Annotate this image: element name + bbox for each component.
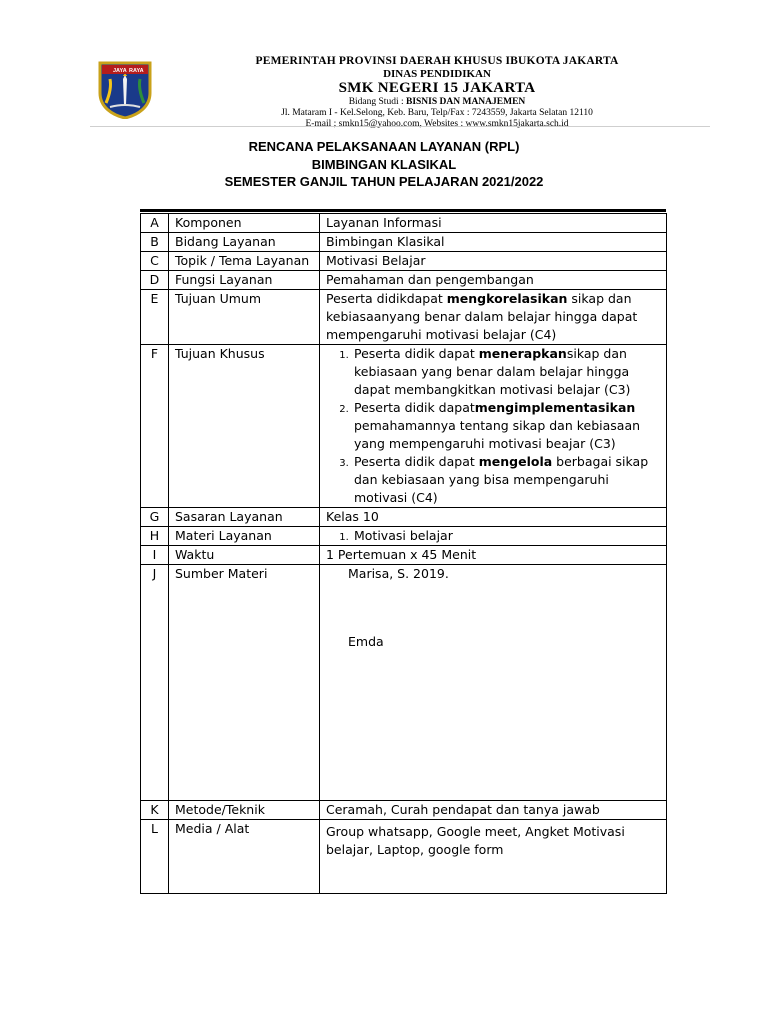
row-label: Tujuan Umum <box>169 290 320 345</box>
table-row-c <box>141 252 667 271</box>
letterhead-address: Jl. Mataram I - Kel.Selong, Keb. Baru, Telp/Fax : 7243559, Jakarta Selatan 12110 <box>281 108 593 118</box>
letterhead-contact: E-mail ; smkn15@yahoo.com, Websites : www.smkn15jakarta.sch.id <box>305 119 569 129</box>
table-top-rule <box>140 209 666 212</box>
row-code: C <box>141 252 169 271</box>
row-value: Peserta didikdapat mengkorelasikan sikap dan kebiasaanyang benar dalam belajar hingga dapat mempengaruhi motivasi belajar (C4) <box>320 290 667 345</box>
source-reference: Marisa, S. 2019. <box>348 566 449 581</box>
row-code: H <box>141 527 169 546</box>
jakarta-emblem-icon <box>96 59 154 119</box>
letterhead-divider <box>90 126 710 127</box>
row-value <box>320 345 667 508</box>
row-code: F <box>141 345 169 508</box>
document-title <box>0 138 768 191</box>
row-value: Kelas 10 <box>320 508 667 527</box>
rpl-table-container <box>140 209 666 894</box>
row-value <box>320 565 667 801</box>
row-code: K <box>141 801 169 820</box>
table-row-j <box>141 565 667 801</box>
table-row-i <box>141 546 667 565</box>
list-item: 3. Peserta didik dapat mengelola berbagai sikap dan kebiasaan yang bisa mempengaruhi motivasi (C4) <box>352 453 660 507</box>
row-value: Motivasi Belajar <box>320 252 667 271</box>
row-label: Waktu <box>169 546 320 565</box>
row-label: Materi Layanan <box>169 527 320 546</box>
title-line-3: SEMESTER GANJIL TAHUN PELAJARAN 2021/2022 <box>224 174 544 189</box>
row-label: Bidang Layanan <box>169 233 320 252</box>
letterhead-field: Bidang Studi : BISNIS DAN MANAJEMEN <box>348 97 526 107</box>
row-code: A <box>141 214 169 233</box>
table-row-g <box>141 508 667 527</box>
table-row-a <box>141 214 667 233</box>
row-label: Fungsi Layanan <box>169 271 320 290</box>
list-item: 2. Peserta didik dapatmengimplementasikan pemahamannya tentang sikap dan kebiasaan yang mempengaruhi motivasi beajar (C3) <box>352 399 660 453</box>
row-label: Metode/Teknik <box>169 801 320 820</box>
row-code: L <box>141 820 169 894</box>
row-code: D <box>141 271 169 290</box>
title-line-1: RENCANA PELAKSANAAN LAYANAN (RPL) <box>248 139 520 154</box>
list-item: 1. Peserta didik dapat menerapkansikap dan kebiasaan yang benar dalam belajar hingga dapat membangkitkan motivasi belajar (C3) <box>352 345 660 399</box>
table-row-f <box>141 345 667 508</box>
row-value: Pemahaman dan pengembangan <box>320 271 667 290</box>
row-label: Sumber Materi <box>169 565 320 801</box>
row-label: Sasaran Layanan <box>169 508 320 527</box>
rpl-table <box>140 213 667 894</box>
table-row-b <box>141 233 667 252</box>
letterhead-school-name: SMK NEGERI 15 JAKARTA <box>338 80 536 96</box>
row-value: Bimbingan Klasikal <box>320 233 667 252</box>
table-row-d <box>141 271 667 290</box>
row-label: Media / Alat <box>169 820 320 894</box>
table-row-k <box>141 801 667 820</box>
row-label: Topik / Tema Layanan <box>169 252 320 271</box>
table-row-h <box>141 527 667 546</box>
table-row-l <box>141 820 667 894</box>
row-code: J <box>141 565 169 801</box>
letterhead-department: DINAS PENDIDIKAN <box>383 68 491 80</box>
source-reference: Emda <box>348 634 384 649</box>
row-value: 1 Pertemuan x 45 Menit <box>320 546 667 565</box>
letterhead-government: PEMERINTAH PROVINSI DAERAH KHUSUS IBUKOTA JAKARTA <box>255 55 619 67</box>
row-value: Layanan Informasi <box>320 214 667 233</box>
objectives-list <box>326 345 660 507</box>
material-list <box>326 527 660 545</box>
table-row-e <box>141 290 667 345</box>
letterhead <box>90 50 710 129</box>
list-item: 1. Motivasi belajar <box>352 527 660 545</box>
row-label: Tujuan Khusus <box>169 345 320 508</box>
svg-text:RAYA: RAYA <box>129 68 144 74</box>
row-value: Group whatsapp, Google meet, Angket Motivasi belajar, Laptop, google form <box>320 820 667 894</box>
row-code: G <box>141 508 169 527</box>
svg-text:JAYA: JAYA <box>113 68 127 74</box>
title-line-2: BIMBINGAN KLASIKAL <box>311 156 457 172</box>
row-code: B <box>141 233 169 252</box>
row-value: Ceramah, Curah pendapat dan tanya jawab <box>320 801 667 820</box>
row-code: E <box>141 290 169 345</box>
row-code: I <box>141 546 169 565</box>
row-label: Komponen <box>169 214 320 233</box>
row-value <box>320 527 667 546</box>
